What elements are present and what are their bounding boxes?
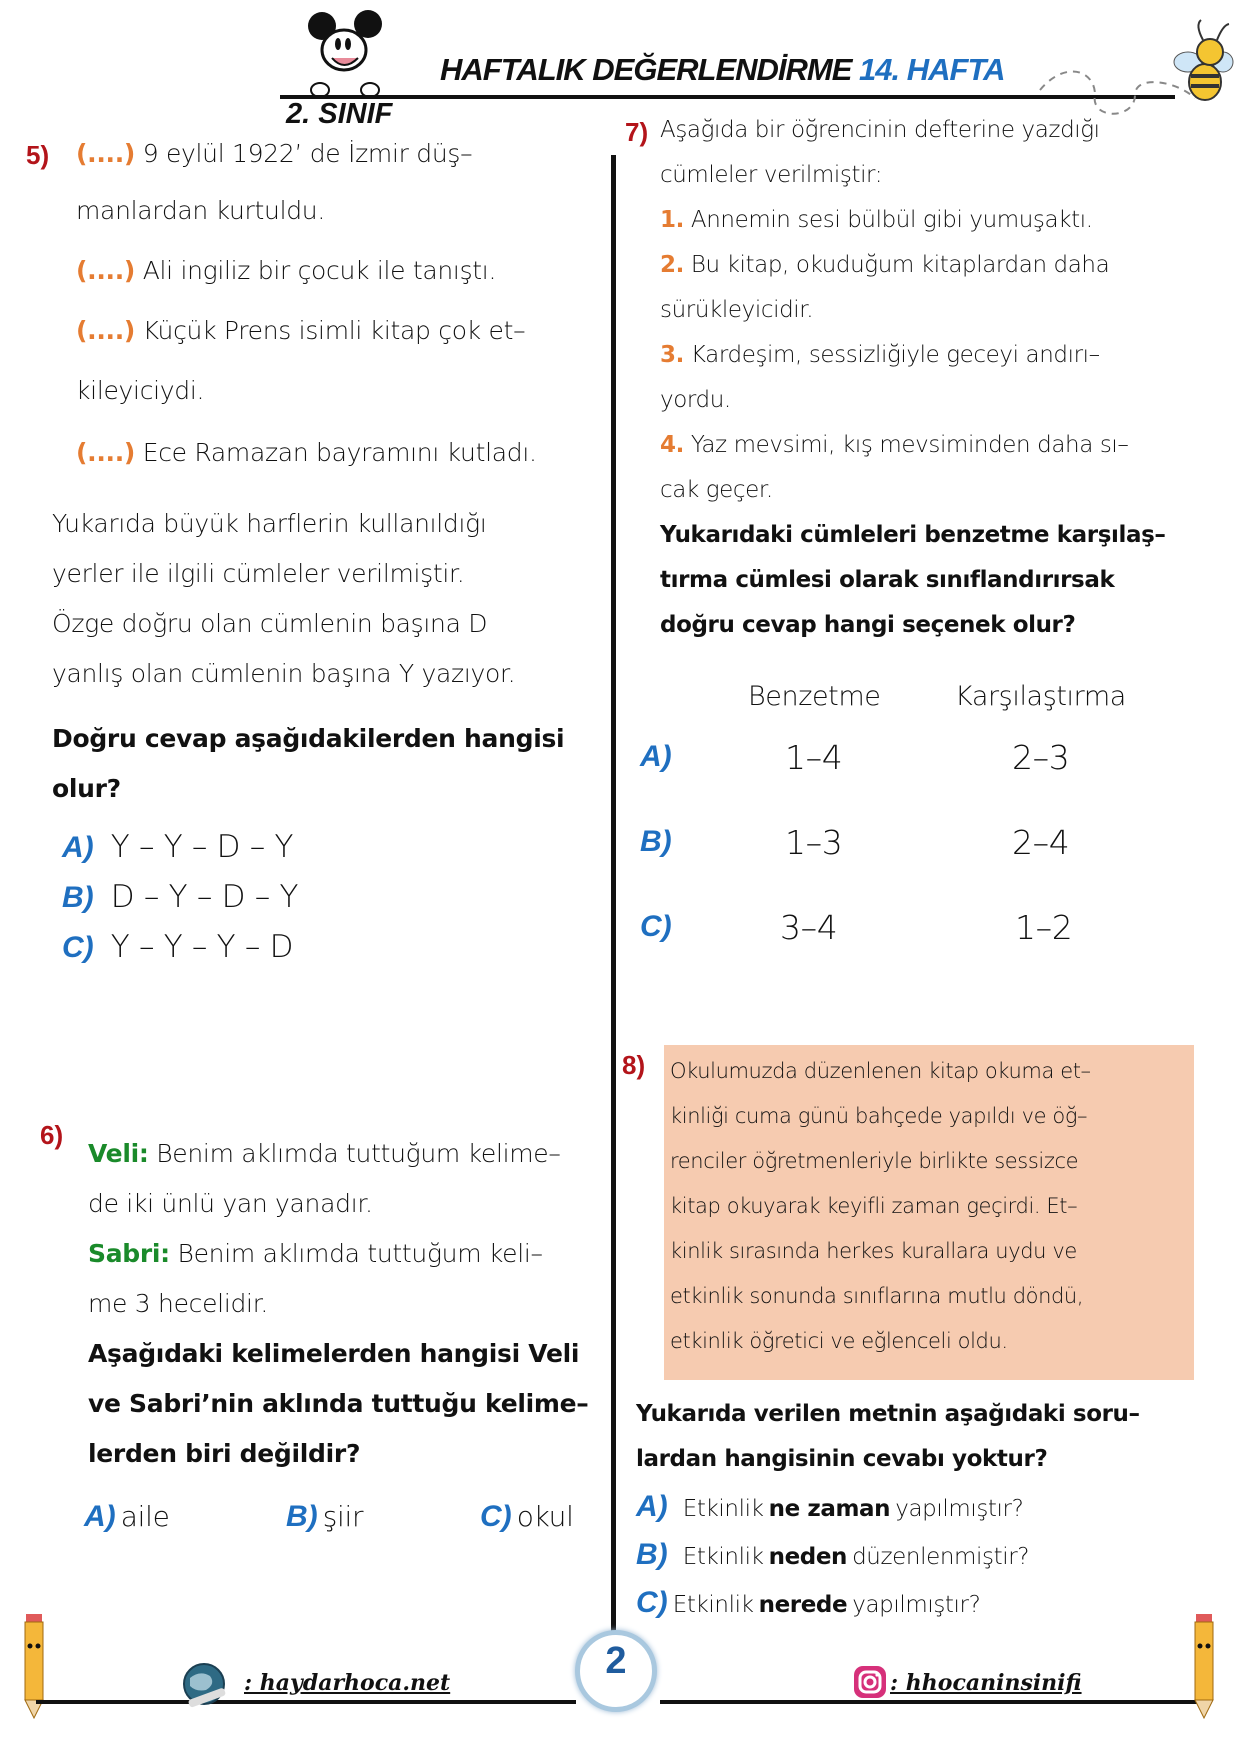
q6-sabri-line-2: me 3 hecelidir. bbox=[88, 1289, 269, 1318]
q7-option-b-benzetme: 1–3 bbox=[785, 823, 843, 862]
blank-mark[interactable]: (....) bbox=[76, 316, 136, 345]
q5-stem-line-3: Özge doğru olan cümlenin başına D bbox=[52, 609, 488, 638]
option-text: Y – Y – Y – D bbox=[110, 929, 294, 965]
instagram-icon bbox=[850, 1662, 890, 1702]
question-8-number: 8) bbox=[622, 1050, 646, 1080]
passage-line-2: kinliği cuma günü bahçede yapıldı ve öğ– bbox=[670, 1104, 1088, 1128]
q8-option-b[interactable] bbox=[636, 1538, 1029, 1572]
passage-line-3: renciler öğretmenleriyle birlikte sessizce bbox=[670, 1149, 1079, 1173]
option-label: C) bbox=[480, 1500, 512, 1533]
q7-sentence-4 bbox=[660, 433, 1129, 458]
q6-sabri-line-1 bbox=[88, 1240, 543, 1268]
q7-sentence-3-line-2: yordu. bbox=[660, 387, 731, 413]
passage-line-4: kitap okuyarak keyifli zaman geçirdi. Et– bbox=[670, 1194, 1078, 1218]
q7-intro-line-1: Aşağıda bir öğrencinin defterine yazdığı bbox=[660, 117, 1100, 143]
q7-question-line-1: Yukarıdaki cümleleri benzetme karşılaş– bbox=[660, 522, 1166, 548]
q5-item-1 bbox=[76, 140, 472, 168]
q7-option-a-benzetme: 1–4 bbox=[785, 738, 843, 777]
q6-option-c[interactable] bbox=[480, 1500, 574, 1534]
q6-question-line-1: Aşağıdaki kelimelerden hangisi Veli bbox=[88, 1339, 580, 1368]
blank-mark[interactable]: (....) bbox=[76, 139, 136, 168]
option-pre: Etkinlik bbox=[672, 1592, 754, 1618]
passage-line-6: etkinlik sonunda sınıflarına mutlu döndü, bbox=[670, 1284, 1084, 1308]
q7-option-a-label[interactable]: A) bbox=[640, 740, 672, 773]
option-label: A) bbox=[84, 1500, 116, 1533]
q7-sentence-2-line-2: sürükleyicidir. bbox=[660, 297, 814, 323]
option-text: şiir bbox=[322, 1500, 364, 1533]
option-label: A) bbox=[636, 1490, 668, 1523]
sentence-number: 1. bbox=[660, 207, 684, 233]
option-pre: Etkinlik bbox=[682, 1544, 764, 1570]
title-text: HAFTALIK DEĞERLENDİRME bbox=[440, 52, 852, 87]
sentence-number: 2. bbox=[660, 252, 684, 278]
option-text: okul bbox=[516, 1500, 574, 1533]
q8-question-line-2: lardan hangisinin cevabı yoktur? bbox=[636, 1446, 1048, 1472]
q5-stem-line-4: yanlış olan cümlenin başına Y yazıyor. bbox=[52, 659, 516, 688]
question-5-number: 5) bbox=[26, 140, 50, 170]
passage-line-5: kinlik sırasında herkes kurallara uydu ve bbox=[670, 1239, 1077, 1263]
q6-option-b[interactable] bbox=[286, 1500, 363, 1534]
option-post: yapılmıştır? bbox=[895, 1496, 1024, 1522]
option-label: B) bbox=[636, 1538, 668, 1571]
q8-question-line-1: Yukarıda verilen metnin aşağıdaki soru– bbox=[636, 1401, 1140, 1427]
option-label: B) bbox=[62, 881, 94, 914]
table-header-benzetme: Benzetme bbox=[748, 681, 881, 712]
q6-question-line-2: ve Sabri’nin aklında tuttuğu kelime– bbox=[88, 1389, 589, 1418]
q7-sentence-1 bbox=[660, 208, 1093, 233]
footer-rule-left bbox=[36, 1700, 576, 1704]
speaker-sabri: Sabri: bbox=[88, 1239, 170, 1268]
sentence-text: Bu kitap, okuduğum kitaplardan daha bbox=[690, 252, 1110, 278]
option-pre: Etkinlik bbox=[682, 1496, 764, 1522]
sentence-number: 4. bbox=[660, 432, 684, 458]
passage-line-1: Okulumuzda düzenlenen kitap okuma et– bbox=[670, 1059, 1091, 1083]
q5-item-4 bbox=[76, 439, 537, 467]
q7-intro-line-2: cümleler verilmiştir: bbox=[660, 162, 883, 188]
footer-rule-right bbox=[660, 1700, 1208, 1704]
option-text: aile bbox=[120, 1500, 170, 1533]
page-title bbox=[440, 52, 1005, 88]
veli-text: Benim aklımda tuttuğum kelime– bbox=[156, 1139, 561, 1168]
option-text: D – Y – D – Y bbox=[110, 879, 299, 915]
q5-option-b[interactable] bbox=[62, 880, 298, 915]
option-label: B) bbox=[286, 1500, 318, 1533]
pencil-icon bbox=[1186, 1610, 1222, 1720]
blank-mark[interactable]: (....) bbox=[76, 256, 136, 285]
q5-item-3 bbox=[76, 317, 525, 345]
option-bold: neden bbox=[768, 1544, 848, 1570]
passage-line-7: etkinlik öğretici ve eğlenceli oldu. bbox=[670, 1329, 1008, 1353]
option-bold: nerede bbox=[758, 1592, 848, 1618]
option-label: C) bbox=[62, 931, 94, 964]
q7-option-c-label[interactable]: C) bbox=[640, 910, 672, 943]
option-post: düzenlenmiştir? bbox=[852, 1544, 1030, 1570]
question-6-number: 6) bbox=[40, 1120, 64, 1150]
q5-question-line-2: olur? bbox=[52, 774, 121, 803]
blank-mark[interactable]: (....) bbox=[76, 438, 136, 467]
sentence-number: 3. bbox=[660, 342, 684, 368]
q8-option-c[interactable] bbox=[636, 1586, 980, 1620]
sentence-text: Kardeşim, sessizliğiyle geceyi andırı– bbox=[690, 342, 1100, 368]
q7-option-b-label[interactable]: B) bbox=[640, 825, 672, 858]
sabri-text: Benim aklımda tuttuğum keli– bbox=[177, 1239, 543, 1268]
q5-item-1-line-2: manlardan kurtuldu. bbox=[76, 196, 325, 225]
q7-sentence-4-line-2: cak geçer. bbox=[660, 477, 773, 503]
q6-option-a[interactable] bbox=[84, 1500, 170, 1534]
globe-icon bbox=[180, 1660, 240, 1710]
q5-item-2-line-1: Ali ingiliz bir çocuk ile tanıştı. bbox=[142, 256, 497, 285]
sentence-text: Yaz mevsimi, kış mevsiminden daha sı– bbox=[690, 432, 1129, 458]
q5-stem-line-2: yerler ile ilgili cümleler verilmiştir. bbox=[52, 559, 465, 588]
q6-veli-line-1 bbox=[88, 1140, 561, 1168]
instagram-handle[interactable]: : hhocaninsinifi bbox=[890, 1670, 1082, 1696]
q5-stem-line-1: Yukarıda büyük harflerin kullanıldığı bbox=[52, 509, 487, 538]
question-7-number: 7) bbox=[625, 117, 649, 147]
q5-option-a[interactable] bbox=[62, 830, 293, 865]
table-header-karsilastirma: Karşılaştırma bbox=[955, 681, 1126, 712]
mascot-icon bbox=[300, 8, 390, 98]
week-label: 14. HAFTA bbox=[859, 52, 1005, 87]
speaker-veli: Veli: bbox=[88, 1139, 149, 1168]
website-link[interactable]: : haydarhoca.net bbox=[244, 1670, 451, 1696]
sentence-text: Annemin sesi bülbül gibi yumuşaktı. bbox=[690, 207, 1093, 233]
q5-item-1-line-1: 9 eylül 1922’ de İzmir düş– bbox=[142, 139, 473, 168]
q7-option-a-karsilastirma: 2–3 bbox=[1012, 738, 1070, 777]
bee-icon bbox=[1035, 10, 1235, 120]
q8-option-a[interactable] bbox=[636, 1490, 1023, 1524]
q7-option-c-benzetme: 3–4 bbox=[780, 908, 838, 947]
q5-item-3-line-1: Küçük Prens isimli kitap çok et– bbox=[142, 316, 526, 345]
q5-item-3-line-2: kileyiciydi. bbox=[76, 376, 205, 405]
q7-question-line-2: tırma cümlesi olarak sınıflandırırsak bbox=[660, 567, 1115, 593]
q7-option-c-karsilastirma: 1–2 bbox=[1015, 908, 1073, 947]
q5-question-line-1: Doğru cevap aşağıdakilerden hangisi bbox=[52, 724, 565, 753]
q6-veli-line-2: de iki ünlü yan yanadır. bbox=[88, 1189, 373, 1218]
column-divider bbox=[611, 155, 616, 1640]
q7-option-b-karsilastirma: 2–4 bbox=[1012, 823, 1070, 862]
q5-option-c[interactable] bbox=[62, 930, 293, 965]
option-text: Y – Y – D – Y bbox=[110, 829, 294, 865]
q7-sentence-3 bbox=[660, 343, 1100, 368]
q5-item-2 bbox=[76, 257, 496, 285]
q6-question-line-3: lerden biri değildir? bbox=[88, 1439, 361, 1468]
q7-question-line-3: doğru cevap hangi seçenek olur? bbox=[660, 612, 1076, 638]
page-number: 2 bbox=[605, 1640, 627, 1682]
option-post: yapılmıştır? bbox=[852, 1592, 981, 1618]
q7-sentence-2 bbox=[660, 253, 1109, 278]
option-bold: ne zaman bbox=[768, 1496, 891, 1522]
q5-item-4-line-1: Ece Ramazan bayramını kutladı. bbox=[142, 438, 537, 467]
grade-label: 2. SINIF bbox=[286, 98, 393, 130]
option-label: C) bbox=[636, 1586, 668, 1619]
option-label: A) bbox=[62, 831, 94, 864]
